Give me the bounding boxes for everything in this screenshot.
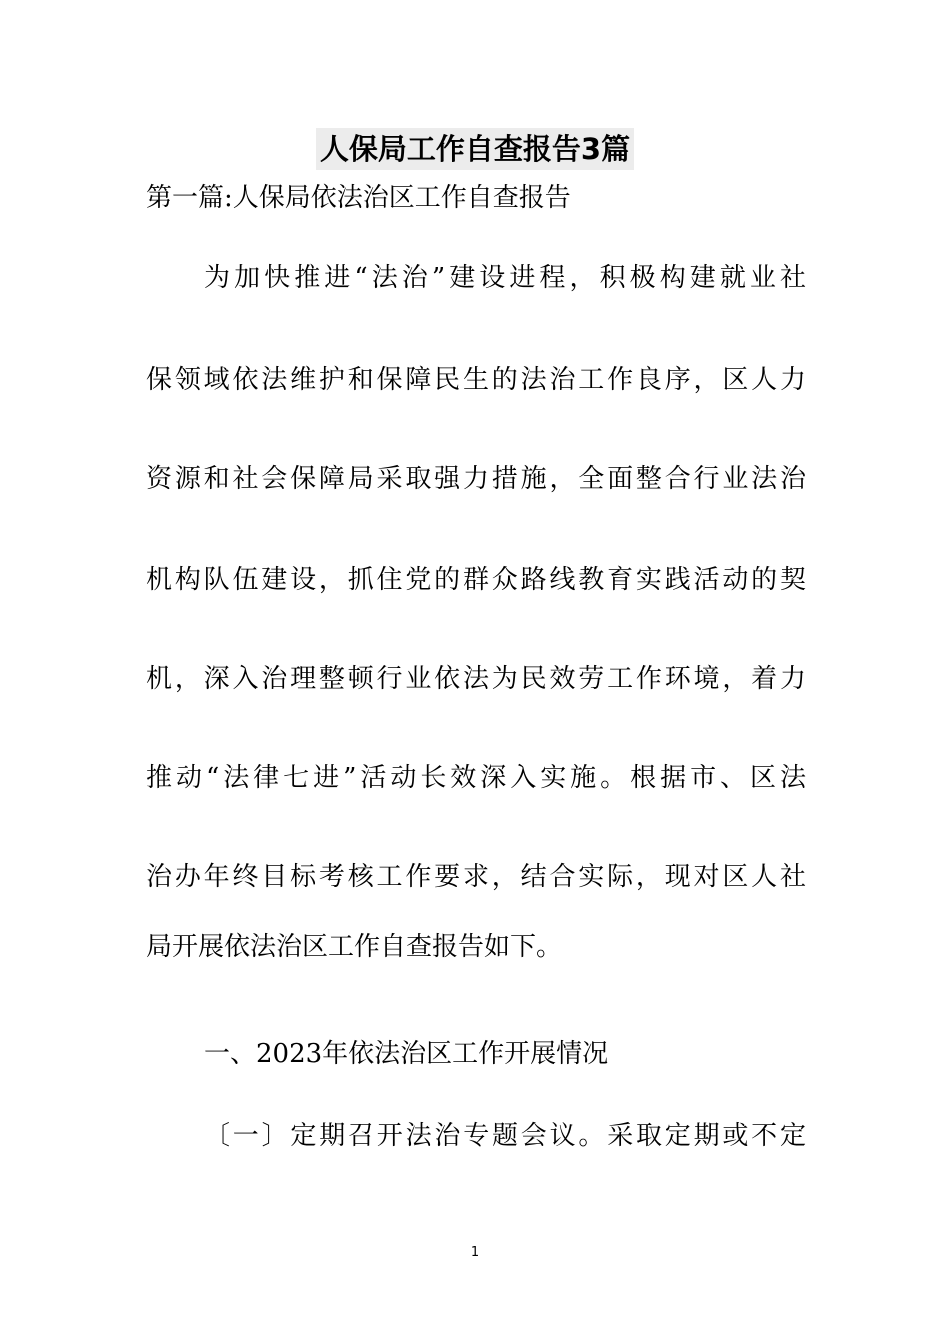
paragraph-line: 局开展依法治区工作自查报告如下。: [146, 932, 563, 962]
section-heading: 第一篇:人保局依法治区工作自查报告: [146, 183, 571, 213]
paragraph-line: 资源和社会保障局采取强力措施，全面整合行业法治: [146, 464, 806, 494]
paragraph-line: 治办年终目标考核工作要求，结合实际，现对区人社: [146, 862, 806, 892]
paragraph-line: 推动“法律七进”活动长效深入实施。根据市、区法: [146, 763, 806, 793]
paragraph-line: 为加快推进“法治”建设进程，积极构建就业社: [204, 263, 806, 293]
page-number: 1: [470, 1245, 480, 1260]
paragraph-line: 保领域依法维护和保障民生的法治工作良序，区人力: [146, 365, 806, 395]
paragraph-line: 机，深入治理整顿行业依法为民效劳工作环境，着力: [146, 664, 806, 694]
section-one-heading: 一、2023年依法治区工作开展情况: [204, 1039, 609, 1069]
sub-heading-line: 〔一〕定期召开法治专题会议。采取定期或不定: [204, 1121, 806, 1151]
paragraph-line: 机构队伍建设，抓住党的群众路线教育实践活动的契: [146, 565, 806, 595]
document-title: 人保局工作自查报告3篇: [316, 128, 634, 170]
title-container: [0, 128, 950, 170]
